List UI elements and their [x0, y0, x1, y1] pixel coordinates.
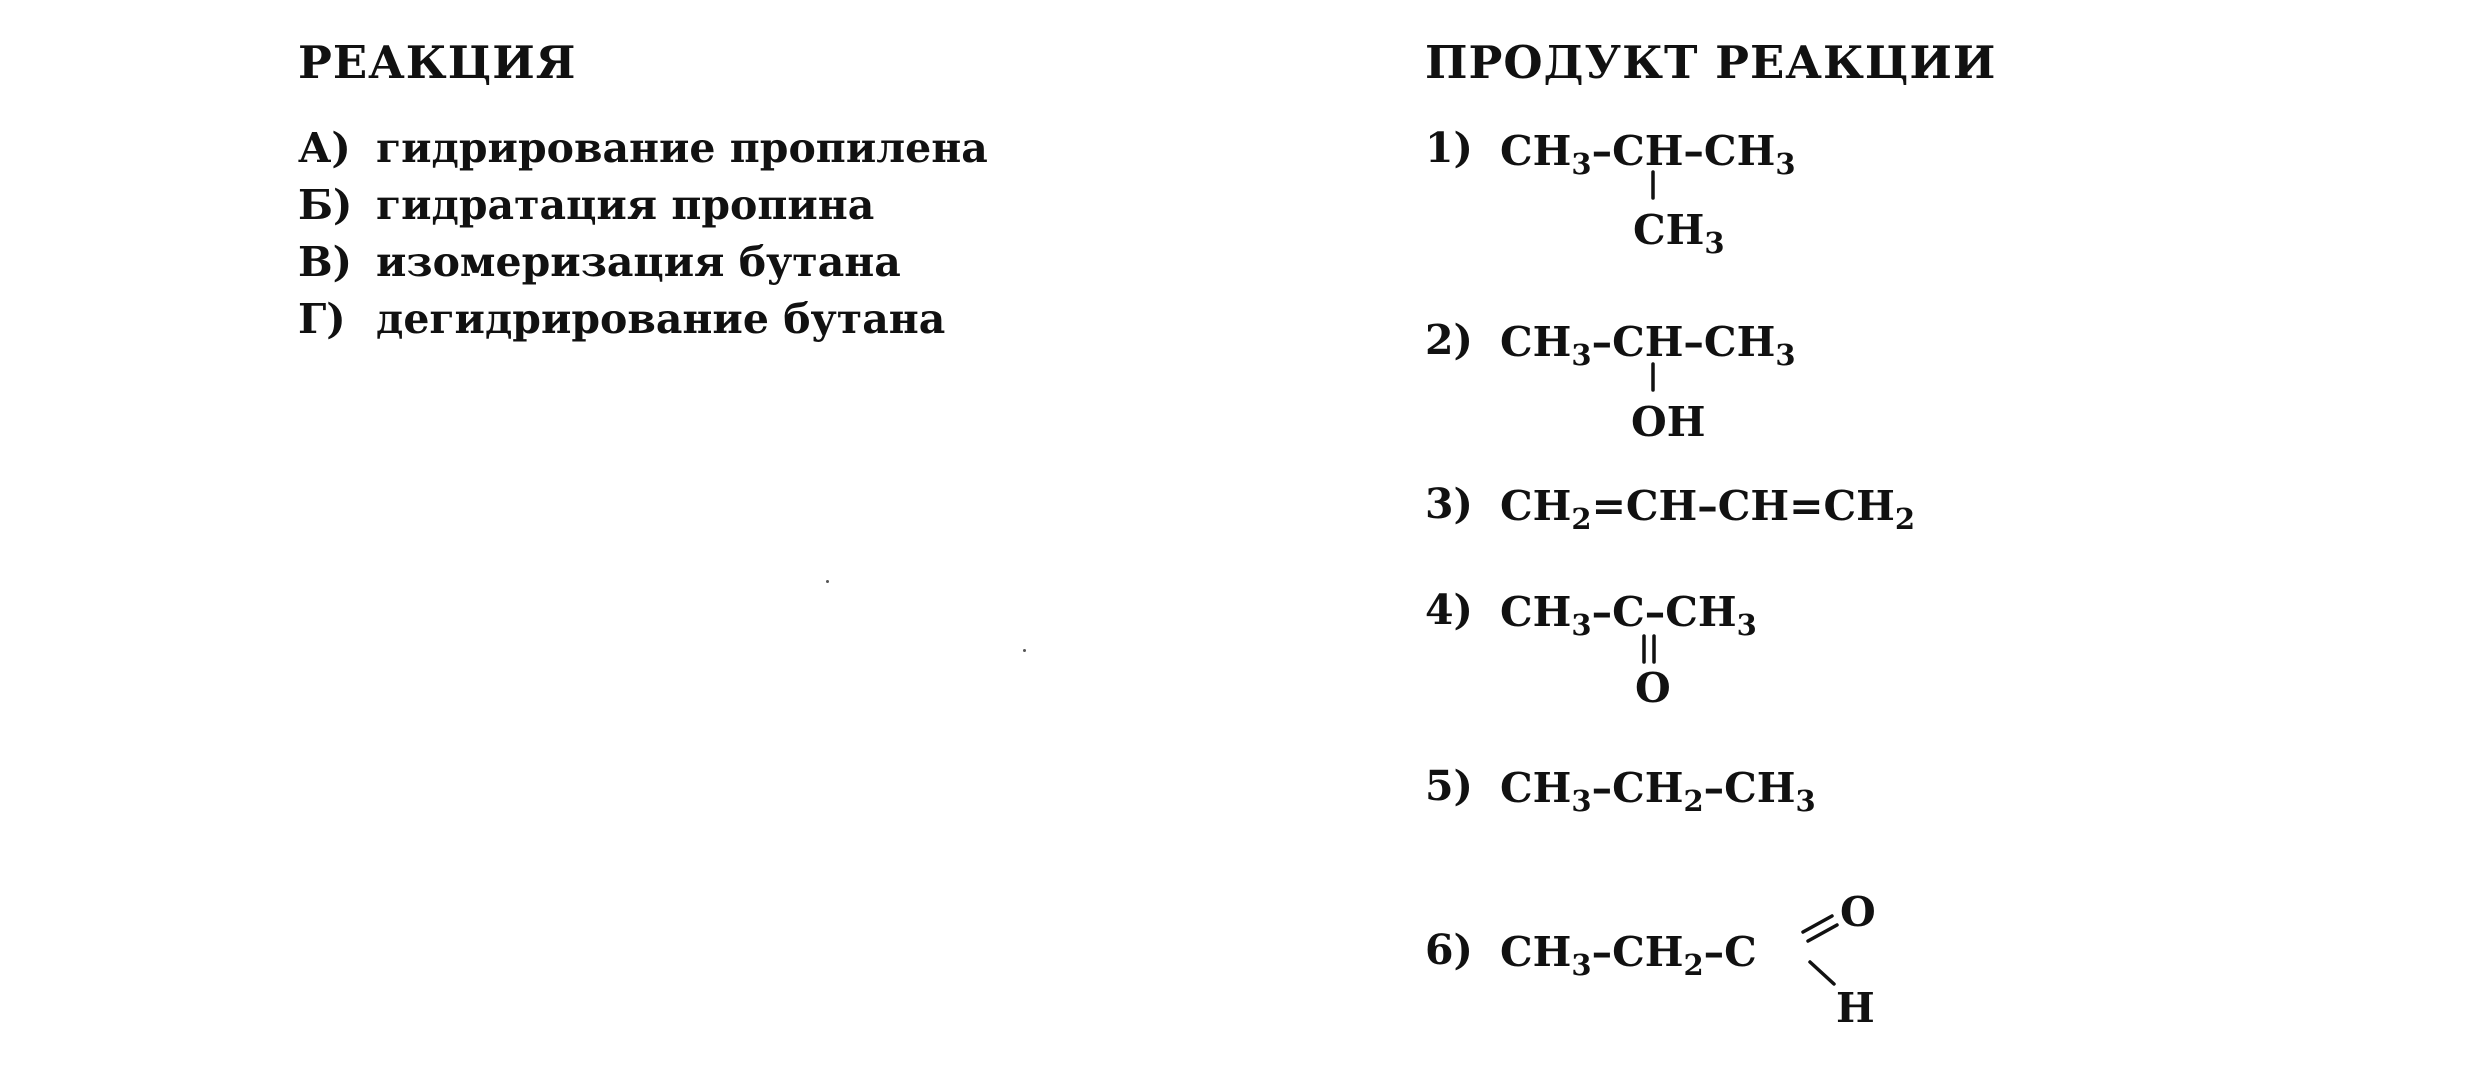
- product-formula-1: [1500, 127, 1796, 260]
- formula-substituent: OH: [1631, 398, 1706, 446]
- reaction-letter: А): [298, 124, 351, 172]
- product-formula-3: [1500, 482, 1915, 536]
- product-number: 2): [1425, 316, 1473, 364]
- reaction-text: дегидрирование бутана: [376, 295, 946, 343]
- product-number: 1): [1425, 124, 1473, 172]
- formula-chain: $CH_3-C-CH_3$: [1500, 588, 1757, 642]
- reaction-heading: РЕАКЦИЯ: [298, 36, 577, 89]
- product-heading: ПРОДУКТ РЕАКЦИИ: [1425, 36, 1997, 89]
- product-number: 3): [1425, 480, 1473, 528]
- bond-line: [1810, 962, 1834, 984]
- reaction-letter: Б): [298, 181, 353, 229]
- formula-substituent: H: [1836, 984, 1875, 1032]
- formula-substituent: O: [1635, 664, 1671, 712]
- reaction-letter: Г): [298, 295, 346, 343]
- product-formula-5: [1500, 764, 1816, 818]
- formula-chain: $CH_2=CH-CH=CH_2$: [1500, 482, 1916, 536]
- formula-chain: $CH_3-CH_2-C$: [1500, 928, 1757, 982]
- product-number: 5): [1425, 762, 1473, 810]
- product-formula-2: [1500, 318, 1796, 446]
- reaction-text: гидратация пропина: [376, 181, 875, 229]
- formula-chain: $CH_3-CH_2-CH_3$: [1500, 764, 1816, 818]
- formula-substituent: O: [1840, 888, 1876, 936]
- product-number: 6): [1425, 926, 1473, 974]
- product-number: 4): [1425, 586, 1473, 634]
- formula-substituent: $CH_3$: [1633, 206, 1725, 260]
- reaction-text: гидрирование пропилена: [376, 124, 988, 172]
- reaction-text: изомеризация бутана: [376, 238, 901, 286]
- formula-chain: $CH_3-CH-CH_3$: [1500, 318, 1796, 372]
- reaction-letter: В): [298, 238, 353, 286]
- scan-speck: [826, 580, 829, 583]
- product-formula-4: [1500, 588, 1757, 712]
- product-formula-6: [1500, 888, 1876, 1032]
- scan-speck: [1023, 649, 1026, 652]
- formula-chain: $CH_3-CH-CH_3$: [1500, 127, 1796, 181]
